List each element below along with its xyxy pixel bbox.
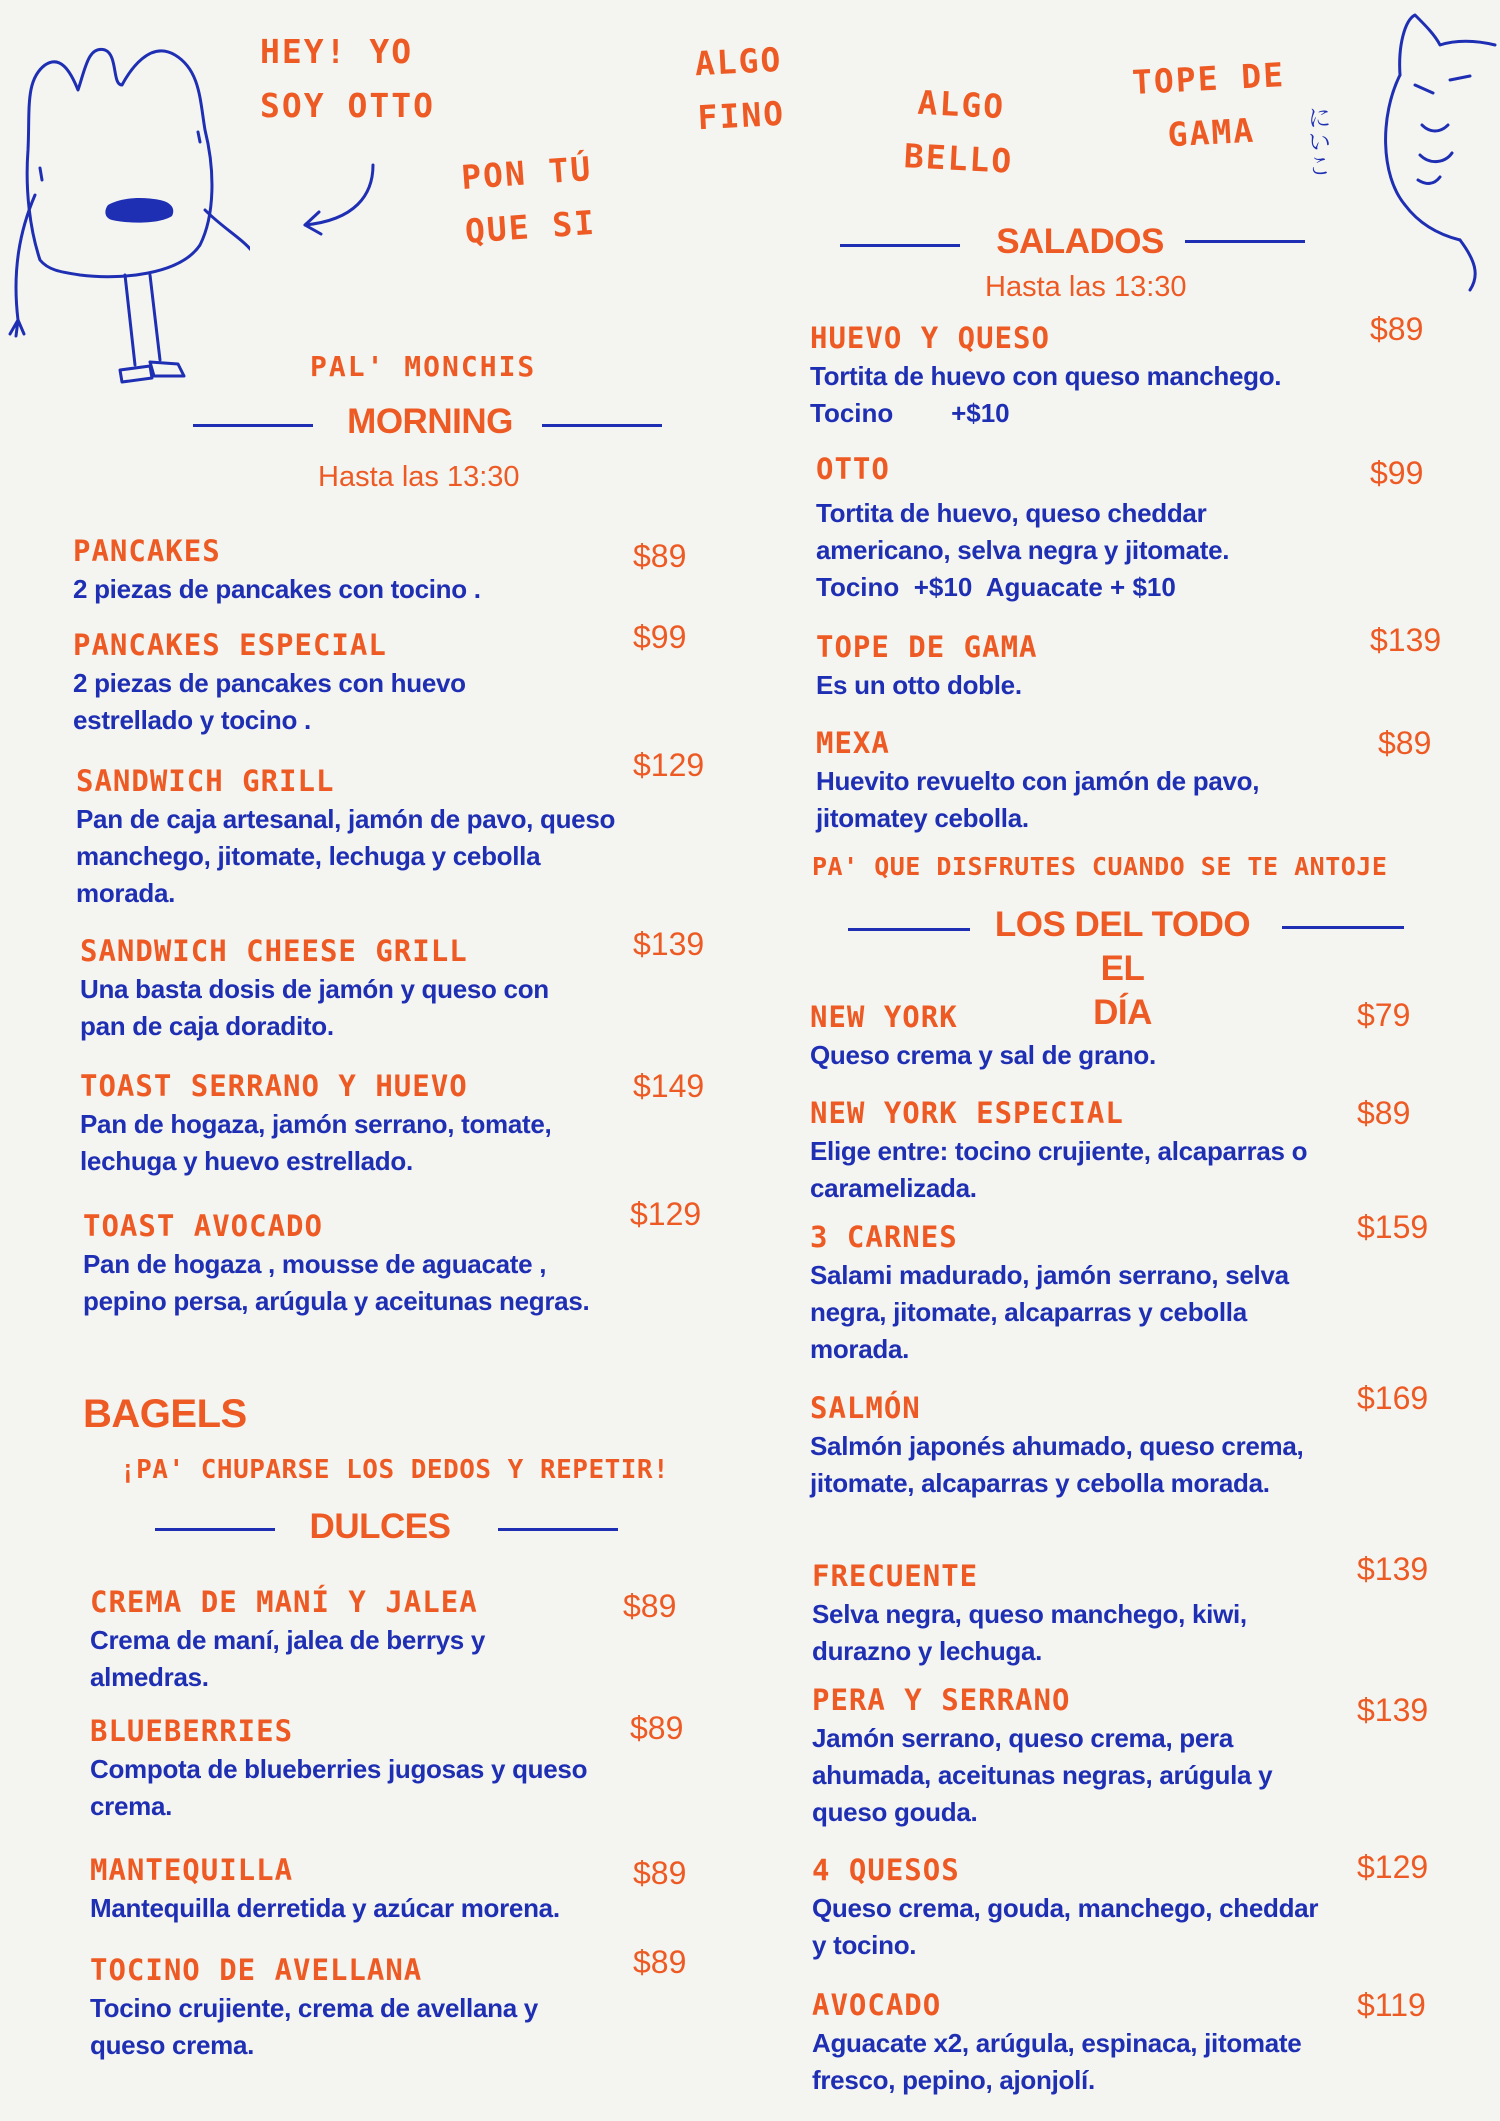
- item-desc: Salmón japonés ahumado, queso crema, jitomate, alcaparras y cebolla morada.: [810, 1431, 1304, 1498]
- menu-item: [812, 1680, 1352, 1831]
- todo-dia-line-left: [848, 928, 970, 931]
- menu-item: [810, 997, 1330, 1074]
- item-price: $89: [1378, 725, 1432, 761]
- bagels-title: BAGELS: [83, 1392, 247, 1436]
- menu-item: [810, 1217, 1350, 1368]
- item-name: MEXA: [816, 726, 890, 760]
- item-name: TOCINO DE AVELLANA: [90, 1953, 423, 1987]
- menu-item: [816, 449, 1296, 606]
- item-price: $139: [1357, 1551, 1429, 1587]
- item-desc: Tortita de huevo con queso manchego.: [810, 361, 1282, 391]
- item-name: HUEVO Y QUESO: [810, 321, 1050, 355]
- morning-tagline: PAL' MONCHIS: [310, 350, 537, 383]
- item-name: SANDWICH GRILL: [76, 764, 335, 798]
- salados-hours: Hasta las 13:30: [985, 271, 1187, 303]
- item-desc: Pan de hogaza , mousse de aguacate , pepino persa, arúgula y aceitunas negras.: [83, 1249, 590, 1316]
- item-price: $79: [1357, 997, 1411, 1033]
- dulces-title: DULCES: [309, 1507, 451, 1546]
- algo-bello: ALGO BELLO: [902, 82, 1015, 181]
- menu-item: [90, 1950, 610, 2064]
- item-name: AVOCADO: [812, 1988, 942, 2022]
- cat-icon: [1360, 5, 1500, 305]
- item-desc: Crema de maní, jalea de berrys y almedras.: [90, 1625, 486, 1692]
- item-desc: Jamón serrano, queso crema, pera ahumada, aceitunas negras, arúgula y queso gouda.: [812, 1723, 1273, 1827]
- morning-title: MORNING: [347, 402, 513, 441]
- item-name: 4 QUESOS: [812, 1853, 960, 1887]
- item-price: $129: [633, 747, 705, 783]
- morning-line-right: [542, 424, 662, 427]
- item-name: TOAST AVOCADO: [83, 1209, 323, 1243]
- menu-item: [816, 627, 1296, 704]
- item-name: 3 CARNES: [810, 1220, 958, 1254]
- morning-line-left: [193, 424, 313, 427]
- item-price: $159: [1357, 1209, 1429, 1245]
- tope-de-gama-slogan: TOPE DE GAMA: [1131, 55, 1287, 155]
- item-desc: 2 piezas de pancakes con huevo estrellado y tocino .: [73, 668, 466, 735]
- item-name: SANDWICH CHEESE GRILL: [80, 934, 468, 968]
- item-extras: Tocino +$10: [810, 398, 1010, 428]
- item-desc: Queso crema y sal de grano.: [810, 1040, 1156, 1070]
- item-name: TOPE DE GAMA: [816, 630, 1038, 664]
- menu-item: [83, 1206, 603, 1320]
- item-price: $99: [1370, 455, 1424, 491]
- item-price: $119: [1357, 1987, 1426, 2023]
- item-desc: Selva negra, queso manchego, kiwi, durazno y lechuga.: [812, 1599, 1247, 1666]
- item-price: $139: [633, 926, 705, 962]
- item-desc: Salami madurado, jamón serrano, selva negra, jitomate, alcaparras y cebolla morada.: [810, 1260, 1289, 1364]
- menu-item: [810, 318, 1350, 432]
- otto-mascot-icon: [0, 30, 250, 415]
- item-name: SALMÓN: [810, 1391, 921, 1425]
- item-price: $129: [1357, 1849, 1429, 1885]
- menu-item: [90, 1711, 630, 1825]
- item-desc: Pan de hogaza, jamón serrano, tomate, lechuga y huevo estrellado.: [80, 1109, 552, 1176]
- salados-line-right: [1185, 240, 1305, 243]
- menu-item: [816, 723, 1316, 837]
- menu-item: [812, 1850, 1332, 1964]
- item-name: OTTO: [816, 452, 890, 486]
- todo-dia-tagline: PA' QUE DISFRUTES CUANDO SE TE ANTOJE: [812, 852, 1388, 881]
- item-name: NEW YORK ESPECIAL: [810, 1096, 1124, 1130]
- item-desc: Huevito revuelto con jamón de pavo, jitomatey cebolla.: [816, 766, 1260, 833]
- todo-dia-title-line2: DÍA: [1093, 993, 1152, 1032]
- morning-hours: Hasta las 13:30: [318, 461, 520, 493]
- item-price: $89: [633, 1855, 687, 1891]
- menu-item: [73, 625, 543, 739]
- todo-dia-line-right: [1282, 926, 1404, 929]
- item-price: $149: [633, 1068, 705, 1104]
- item-desc: Una basta dosis de jamón y queso con pan de caja doradito.: [80, 974, 549, 1041]
- arrow-icon: [295, 160, 385, 240]
- menu-item: [90, 1850, 650, 1927]
- todo-dia-title-line1: LOS DEL TODO EL: [994, 905, 1251, 988]
- item-price: $139: [1370, 622, 1442, 658]
- item-desc: Es un otto doble.: [816, 670, 1022, 700]
- menu-item: [810, 1093, 1350, 1207]
- item-desc: Compota de blueberries jugosas y queso crema.: [90, 1754, 588, 1821]
- item-price: $89: [633, 1944, 687, 1980]
- item-desc: Tocino crujiente, crema de avellana y queso crema.: [90, 1993, 538, 2060]
- menu-item: [812, 1556, 1332, 1670]
- item-name: MANTEQUILLA: [90, 1853, 294, 1887]
- item-desc: Aguacate x2, arúgula, espinaca, jitomate fresco, pepino, ajonjolí.: [812, 2028, 1302, 2095]
- menu-item: [76, 761, 616, 912]
- item-desc: Queso crema, gouda, manchego, cheddar y tocino.: [812, 1893, 1319, 1960]
- item-name: NEW YORK: [810, 1000, 958, 1034]
- item-price: $139: [1357, 1692, 1429, 1728]
- algo-fino: ALGO FINO: [693, 39, 787, 138]
- menu-item: [810, 1388, 1330, 1502]
- item-desc: Pan de caja artesanal, jamón de pavo, queso manchego, jitomate, lechuga y cebolla morada.: [76, 804, 616, 908]
- menu-item: [73, 531, 633, 608]
- menu-item: [812, 1985, 1372, 2099]
- item-name: FRECUENTE: [812, 1559, 979, 1593]
- item-name: CREMA DE MANÍ Y JALEA: [90, 1585, 478, 1619]
- item-desc: Elige entre: tocino crujiente, alcaparras o caramelizada.: [810, 1136, 1308, 1203]
- dulces-line-left: [155, 1528, 275, 1531]
- item-price: $89: [633, 538, 687, 574]
- item-price: $89: [1357, 1095, 1411, 1131]
- item-price: $129: [630, 1196, 702, 1232]
- item-price: $89: [630, 1710, 684, 1746]
- item-extras: Tocino +$10 Aguacate + $10: [816, 572, 1176, 602]
- item-name: PERA Y SERRANO: [812, 1683, 1071, 1717]
- salados-line-left: [840, 244, 960, 247]
- pon-tu-que-si: PON TÚ QUE SI: [459, 148, 598, 251]
- item-price: $99: [633, 619, 687, 655]
- item-desc: Mantequilla derretida y azúcar morena.: [90, 1893, 560, 1923]
- bagels-tagline: ¡PA' CHUPARSE LOS DEDOS Y REPETIR!: [120, 1455, 670, 1485]
- item-name: TOAST SERRANO Y HUEVO: [80, 1069, 468, 1103]
- menu-item: [90, 1582, 580, 1696]
- menu-item: [80, 931, 600, 1045]
- item-price: $89: [623, 1588, 677, 1624]
- item-desc: Tortita de huevo, queso cheddar americano, selva negra y jitomate.: [816, 498, 1230, 565]
- dulces-line-right: [498, 1528, 618, 1531]
- menu-item: [80, 1066, 620, 1180]
- item-price: $89: [1370, 311, 1424, 347]
- salados-title: SALADOS: [996, 222, 1164, 261]
- cat-text: にいこ: [1303, 105, 1331, 177]
- item-price: $169: [1357, 1380, 1429, 1416]
- item-name: PANCAKES ESPECIAL: [73, 628, 387, 662]
- hey-yo-soy-otto: HEY! YO SOY OTTO: [260, 32, 435, 125]
- item-name: PANCAKES: [73, 534, 221, 568]
- item-name: BLUEBERRIES: [90, 1714, 294, 1748]
- item-desc: 2 piezas de pancakes con tocino .: [73, 574, 481, 604]
